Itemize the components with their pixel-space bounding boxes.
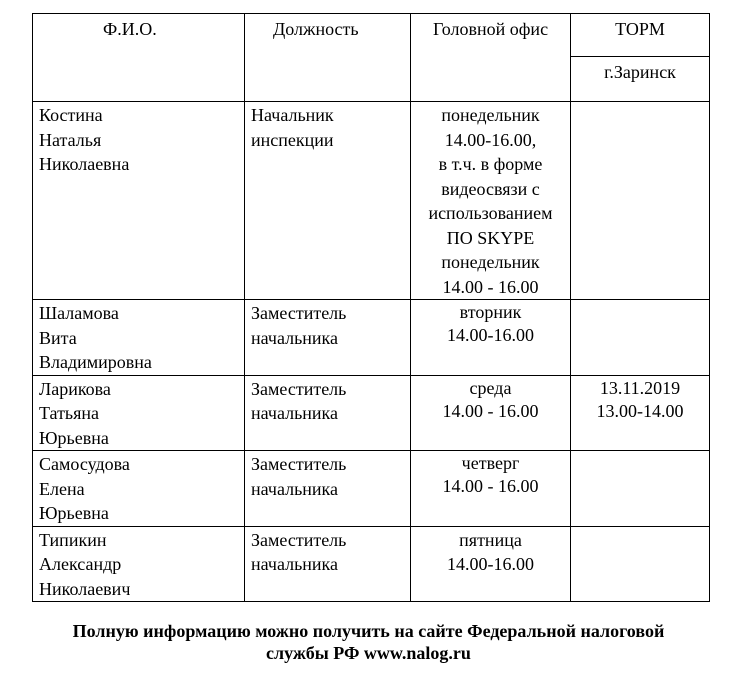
- name-line: Николаевна: [39, 154, 130, 174]
- header-position: [245, 14, 411, 102]
- table-row: [33, 451, 710, 527]
- name-line: Юрьевна: [39, 503, 109, 523]
- table-row: [33, 300, 710, 376]
- header-torm: [571, 14, 710, 57]
- position-cell: [245, 102, 411, 300]
- header-fio: [33, 14, 245, 102]
- torm-cell: [571, 300, 710, 376]
- name-line: Наталья: [39, 129, 102, 150]
- table-row: [33, 102, 710, 300]
- header-row: [33, 14, 710, 57]
- name-line: Вита: [39, 327, 77, 348]
- name-line: Ларикова: [39, 378, 111, 399]
- office-line: 14.00-16.00: [447, 554, 534, 574]
- office-cell: [411, 375, 571, 451]
- position-line: начальника: [251, 554, 339, 574]
- name-line: Шаламова: [39, 303, 119, 323]
- position-line: Заместитель: [251, 303, 347, 323]
- torm-cell: [571, 526, 710, 602]
- name-line: Типикин: [39, 529, 107, 550]
- office-cell: [411, 102, 571, 300]
- position-line: инспекции: [251, 129, 334, 150]
- office-line: 14.00 - 16.00: [442, 476, 539, 496]
- position-cell: [245, 375, 411, 451]
- office-line: четверг: [461, 453, 520, 473]
- office-line: среда: [469, 377, 512, 398]
- name-line: Александр: [39, 554, 122, 574]
- name-line: Николаевич: [39, 578, 131, 599]
- torm-cell: [571, 375, 710, 451]
- name-cell: [33, 300, 245, 376]
- torm-line: 13.11.2019: [599, 377, 681, 398]
- position-cell: [245, 451, 411, 527]
- position-line: Заместитель: [251, 378, 347, 399]
- header-torm-city: [571, 57, 710, 102]
- office-line: 14.00 - 16.00: [442, 276, 539, 297]
- office-cell: [411, 300, 571, 376]
- table-row: [33, 526, 710, 602]
- torm-cell: [571, 451, 710, 527]
- name-cell: [33, 375, 245, 451]
- header-head-office: [411, 14, 571, 102]
- name-line: Владимировна: [39, 352, 152, 372]
- position-line: Заместитель: [251, 529, 347, 550]
- office-line: 14.00-16.00,: [444, 129, 537, 150]
- name-cell: [33, 451, 245, 527]
- name-line: Юрьевна: [39, 427, 109, 448]
- position-cell: [245, 300, 411, 376]
- office-line: использованием: [428, 203, 553, 223]
- header-torm-city-label: г.Заринск: [604, 62, 676, 82]
- torm-line: 13.00-14.00: [596, 400, 684, 421]
- name-cell: [33, 526, 245, 602]
- office-line: 14.00-16.00: [447, 324, 534, 345]
- header-head-office-label: Головной офис: [432, 19, 549, 39]
- footer-line-2: службы РФ www.nalog.ru: [266, 643, 471, 663]
- office-cell: [411, 526, 571, 602]
- position-line: Начальник: [251, 105, 334, 125]
- header-fio-label: Ф.И.О.: [103, 19, 157, 39]
- torm-cell: [571, 102, 710, 300]
- footer-line-1: Полную информацию можно получить на сайте Федеральной налоговой: [72, 621, 665, 641]
- name-line: Костина: [39, 105, 103, 125]
- position-cell: [245, 526, 411, 602]
- name-line: Татьяна: [39, 403, 100, 423]
- position-line: начальника: [251, 403, 339, 423]
- office-cell: [411, 451, 571, 527]
- table-row: [33, 375, 710, 451]
- schedule-table: [32, 13, 710, 602]
- office-line: понедельник: [441, 105, 540, 125]
- office-line: вторник: [459, 302, 522, 322]
- name-line: Елена: [39, 478, 85, 499]
- footer-note: [0, 620, 737, 664]
- position-line: начальника: [251, 327, 339, 348]
- office-line: 14.00 - 16.00: [442, 400, 539, 421]
- position-line: Заместитель: [251, 454, 347, 474]
- office-line: пятница: [459, 529, 522, 550]
- name-cell: [33, 102, 245, 300]
- header-position-label: Должность: [273, 19, 359, 39]
- header-torm-label: ТОРМ: [615, 19, 665, 39]
- name-line: Самосудова: [39, 454, 130, 474]
- office-line: в т.ч. в форме: [438, 154, 543, 174]
- office-line: видеосвязи с: [441, 178, 540, 199]
- office-line: понедельник: [441, 252, 540, 272]
- office-line: ПО SKYPE: [446, 227, 535, 248]
- position-line: начальника: [251, 478, 339, 499]
